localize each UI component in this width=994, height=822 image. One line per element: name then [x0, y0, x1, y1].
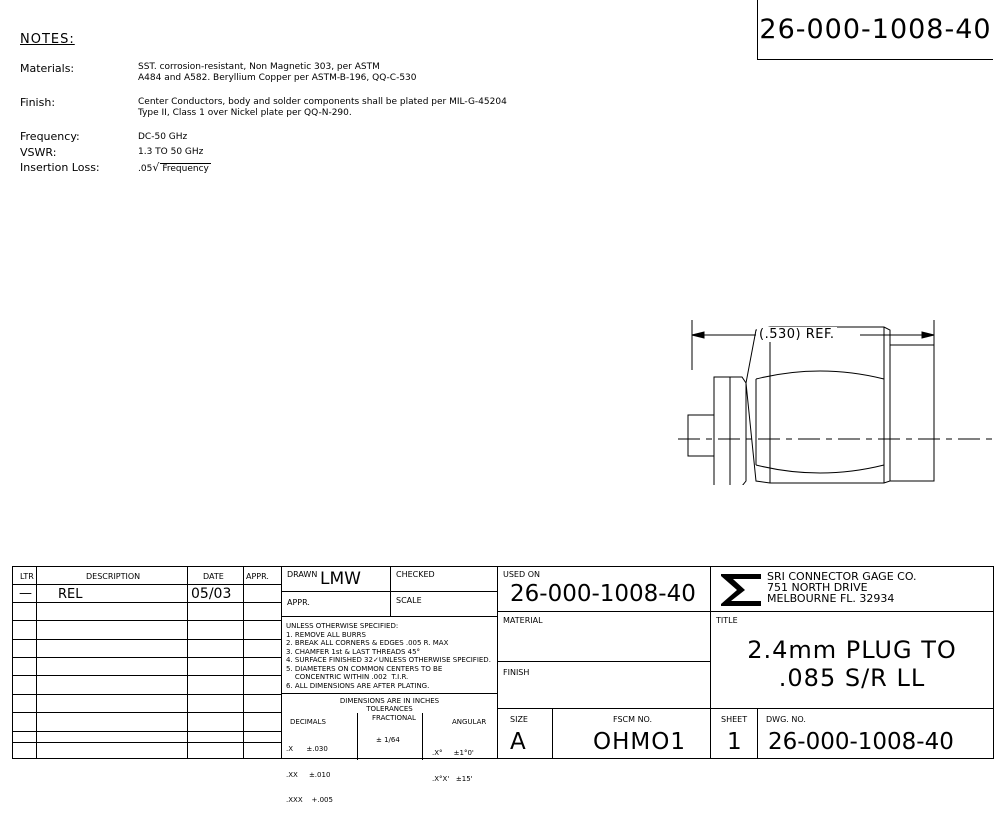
rear-body: [714, 377, 730, 485]
scale-cell: [390, 591, 498, 617]
frequency-label: Frequency:: [20, 130, 80, 143]
tolerance-dividers: [282, 694, 499, 760]
tolerance-heading-2: TOLERANCES: [366, 705, 413, 713]
sheet-cell: [710, 708, 758, 759]
coupling-collar: [730, 377, 746, 485]
tolerance-fractional: ± 1/64: [376, 736, 400, 744]
drawn-value: LMW: [320, 569, 361, 589]
fractional-label: FRACTIONAL: [372, 714, 416, 722]
fscm-value: OHMO1: [593, 729, 686, 755]
front-body: [890, 345, 934, 481]
material-label: MATERIAL: [503, 616, 543, 625]
size-value: A: [510, 729, 526, 755]
rev-header-date: DATE: [203, 572, 224, 581]
company-name: SRI CONNECTOR GAGE CO.: [767, 570, 917, 583]
arrow-left-icon: [692, 332, 704, 338]
company-cell: [710, 566, 994, 612]
finish-line-2: Type II, Class 1 over Nickel plate per QQ-N-290.: [138, 108, 352, 118]
hex-body: [746, 327, 890, 483]
tolerance-heading-1: DIMENSIONS ARE IN INCHES: [339, 697, 440, 705]
drawing-title-line-2: .085 S/R LL: [778, 664, 926, 692]
rev-header-description: DESCRIPTION: [86, 572, 141, 581]
checked-cell: [390, 566, 498, 592]
materials-line-1: SST. corrosion-resistant, Non Magnetic 303, per ASTM: [138, 62, 380, 72]
vswr-value: 1.3 TO 50 GHz: [138, 147, 204, 157]
notes-title: NOTES:: [20, 32, 75, 47]
scale-label: SCALE: [396, 596, 422, 605]
general-note-1: 1. REMOVE ALL BURRS: [286, 630, 366, 639]
revision-grid: [12, 566, 282, 759]
size-label: SIZE: [510, 715, 528, 724]
finish-cell: [497, 661, 711, 709]
tolerance-dec-xx: .XX ±.010: [286, 770, 331, 779]
checked-label: CHECKED: [396, 570, 435, 579]
general-note-5: 5. DIAMETERS ON COMMON CENTERS TO BE: [286, 664, 443, 673]
finish-line-1: Center Conductors, body and solder components shall be plated per MIL-G-45204: [138, 97, 507, 107]
sheet-value: 1: [727, 729, 742, 755]
company-info: [767, 571, 917, 604]
title-label: TITLE: [716, 616, 738, 625]
rev-header-ltr: LTR: [20, 572, 34, 581]
general-note-3: 3. CHAMFER 1st & LAST THREADS 45°: [286, 647, 421, 656]
material-cell: [497, 611, 711, 662]
rev-row-ltr: —: [19, 586, 32, 601]
tolerance-ang-1: .X° ±1°0': [432, 749, 474, 757]
used-on-cell: [497, 566, 711, 612]
used-on-label: USED ON: [503, 570, 540, 579]
rev-row-date: 05/03: [191, 586, 232, 602]
frequency-value: DC-50 GHz: [138, 132, 188, 142]
appr-cell: [281, 591, 391, 617]
tolerance-dec-xxx: .XXX +.005: [286, 796, 333, 804]
center-pin: [688, 415, 714, 456]
sheet-label: SHEET: [721, 715, 748, 724]
insertion-loss-value: [138, 162, 211, 175]
insertion-loss-prefix: .05: [138, 164, 153, 174]
drawing-title-line-1: 2.4mm PLUG TO: [747, 636, 957, 664]
used-on-value: 26-000-1008-40: [510, 581, 696, 607]
fscm-label: FSCM NO.: [613, 715, 653, 724]
general-note-2: 2. BREAK ALL CORNERS & EDGES .005 R. MAX: [286, 639, 449, 647]
materials-text: [138, 62, 417, 84]
general-notes-heading: UNLESS OTHERWISE SPECIFIED:: [286, 622, 399, 630]
drawing-title: [711, 636, 993, 692]
materials-label: Materials:: [20, 62, 75, 75]
general-note-5b: CONCENTRIC WITHIN .002 T.I.R.: [286, 673, 409, 681]
rev-row-description: REL: [58, 587, 83, 602]
angular-label: ANGULAR: [452, 718, 487, 726]
company-address: 751 NORTH DRIVE: [767, 581, 868, 594]
appr-label: APPR.: [287, 598, 310, 607]
insertion-loss-label: Insertion Loss:: [20, 161, 100, 174]
company-city: MELBOURNE FL. 32934: [767, 592, 895, 605]
general-note-4: 4. SURFACE FINISHED 32✓UNLESS OTHERWISE SPECIFIED.: [286, 656, 491, 664]
hex-arc-top: [756, 371, 884, 379]
general-notes-cell: [281, 616, 498, 694]
dimension-label: (.530) REF.: [759, 327, 835, 342]
dwg-cell: [757, 708, 994, 759]
materials-line-2: A484 and A582. Beryllium Copper per ASTM-B-196, QQ-C-530: [138, 73, 417, 83]
tolerance-dec-x: .X ±.030: [286, 745, 328, 753]
title-cell: [710, 611, 994, 709]
hex-arc-bottom: [756, 465, 884, 473]
general-note-6: 6. ALL DIMENSIONS ARE AFTER PLATING.: [286, 681, 430, 690]
tolerances-cell: [281, 693, 498, 804]
drawn-label: DRAWN: [287, 570, 318, 579]
dwg-value: 26-000-1008-40: [768, 729, 954, 755]
finish-label: Finish:: [20, 96, 56, 109]
part-number-top: 26-000-1008-40: [757, 0, 993, 60]
finish-text: [138, 97, 507, 119]
fscm-cell: [552, 708, 711, 759]
arrow-right-icon: [922, 332, 934, 338]
dwg-label: DWG. NO.: [766, 715, 806, 724]
drawn-cell: [281, 566, 391, 592]
sigma-logo-icon: [719, 573, 763, 607]
decimals-label: DECIMALS: [290, 718, 326, 726]
size-cell: [497, 708, 553, 759]
insertion-loss-radicand: Frequency: [162, 164, 209, 174]
finish-block-label: FINISH: [503, 668, 530, 677]
vswr-label: VSWR:: [20, 146, 57, 159]
rev-header-appr: APPR.: [246, 572, 269, 581]
sqrt-icon: √: [152, 161, 160, 174]
tolerance-ang-2: .X°X' ±15': [432, 774, 473, 783]
general-notes: [286, 622, 491, 690]
